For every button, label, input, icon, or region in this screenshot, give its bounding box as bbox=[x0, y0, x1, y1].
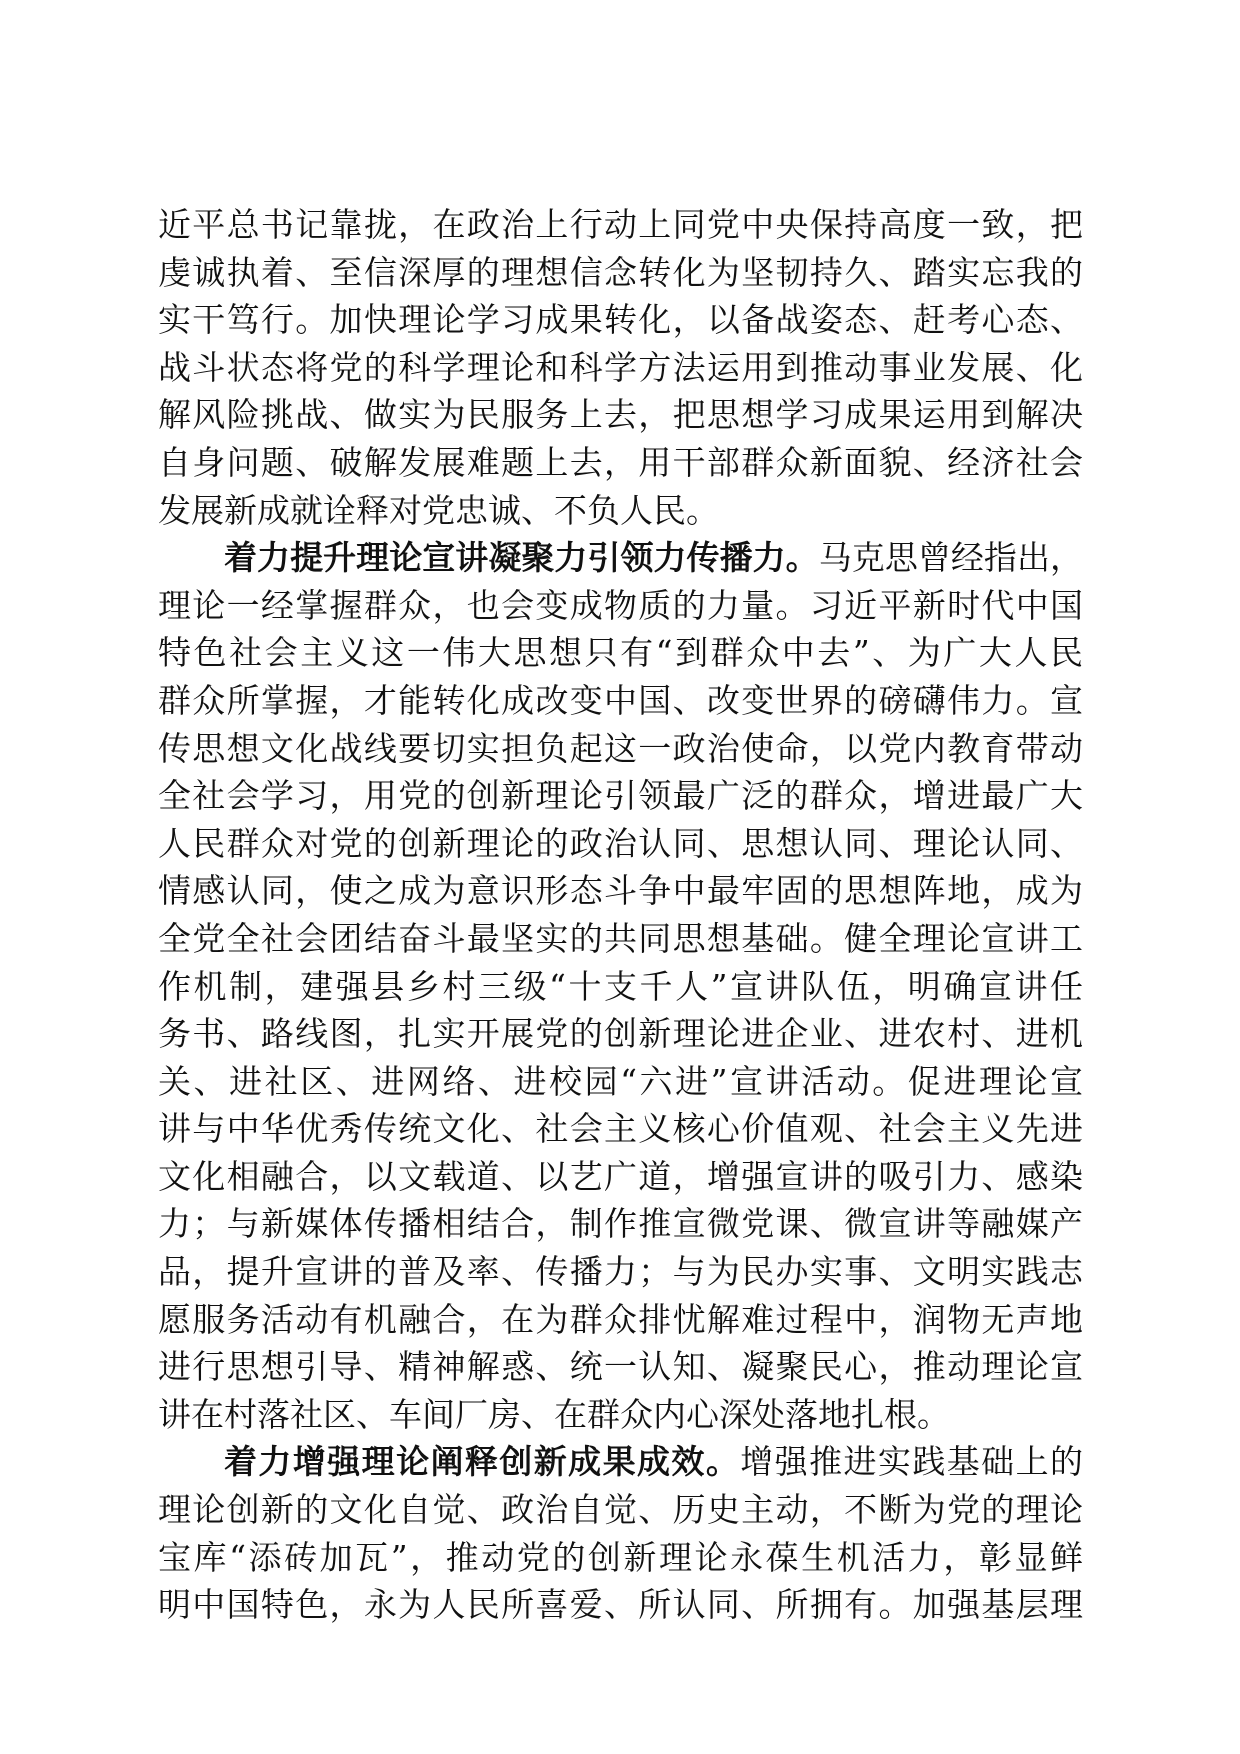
text-line: 自身问题、破解发展难题上去，用干部群众新面貌、经济社会 bbox=[158, 442, 1083, 482]
text-line: 进行思想引导、精神解惑、统一认知、凝聚民心，推动理论宣 bbox=[158, 1347, 1083, 1387]
text-line: 解风险挑战、做实为民服务上去，把思想学习成果运用到解决 bbox=[158, 395, 1083, 435]
text-line: 传思想文化战线要切实担负起这一政治使命，以党内教育带动 bbox=[158, 728, 1083, 768]
text-line: 战斗状态将党的科学理论和科学方法运用到推动事业发展、化 bbox=[158, 347, 1083, 387]
text-line: 理论一经掌握群众，也会变成物质的力量。习近平新时代中国 bbox=[158, 585, 1083, 625]
text-line: 务书、路线图，扎实开展党的创新理论进企业、进农村、进机 bbox=[158, 1014, 1083, 1054]
text-line bbox=[158, 534, 1083, 582]
paragraph-3 bbox=[158, 1438, 1083, 1628]
paragraph-heading: 着力提升理论宣讲凝聚力引领力传播力。 bbox=[224, 538, 819, 578]
text-line: 文化相融合，以文载道、以艺广道，增强宣讲的吸引力、感染 bbox=[158, 1156, 1083, 1196]
text-span: 马克思曾经指出， bbox=[818, 538, 1084, 578]
text-line: 力；与新媒体传播相结合，制作推宣微党课、微宣讲等融媒产 bbox=[158, 1204, 1083, 1244]
text-line: 品，提升宣讲的普及率、传播力；与为民办实事、文明实践志 bbox=[158, 1252, 1083, 1292]
text-line: 全党全社会团结奋斗最坚实的共同思想基础。健全理论宣讲工 bbox=[158, 918, 1083, 958]
text-line: 讲在村落社区、车间厂房、在群众内心深处落地扎根。 bbox=[158, 1394, 950, 1434]
text-line: 实干笃行。加快理论学习成果转化，以备战姿态、赶考心态、 bbox=[158, 300, 1083, 340]
text-line: 全社会学习，用党的创新理论引领最广泛的群众，增进最广大 bbox=[158, 776, 1083, 816]
text-line: 虔诚执着、至信深厚的理想信念转化为坚韧持久、踏实忘我的 bbox=[158, 252, 1083, 292]
text-line: 人民群众对党的创新理论的政治认同、思想认同、理论认同、 bbox=[158, 823, 1083, 863]
text-line: 近平总书记靠拢，在政治上行动上同党中央保持高度一致，把 bbox=[158, 205, 1083, 244]
text-line: 作机制，建强县乡村三级“十支千人”宣讲队伍，明确宣讲任 bbox=[158, 966, 1083, 1006]
document-page bbox=[158, 201, 1083, 1629]
text-line: 特色社会主义这一伟大思想只有“到群众中去”、为广大人民 bbox=[158, 633, 1083, 673]
paragraph-1 bbox=[158, 201, 1083, 534]
text-line: 关、进社区、进网络、进校园“六进”宣讲活动。促进理论宣 bbox=[158, 1061, 1083, 1101]
text-line: 群众所掌握，才能转化成改变中国、改变世界的磅礴伟力。宣 bbox=[158, 680, 1083, 720]
paragraph-heading: 着力增强理论阐释创新成果成效。 bbox=[224, 1442, 741, 1482]
text-line: 愿服务活动有机融合，在为群众排忧解难过程中，润物无声地 bbox=[158, 1299, 1083, 1339]
text-line: 理论创新的文化自觉、政治自觉、历史主动，不断为党的理论 bbox=[158, 1490, 1083, 1530]
text-line: 发展新成就诠释对党忠诚、不负人民。 bbox=[158, 490, 719, 530]
text-span: 增强推进实践基础上的 bbox=[740, 1442, 1084, 1482]
text-line: 讲与中华优秀传统文化、社会主义核心价值观、社会主义先进 bbox=[158, 1109, 1083, 1149]
text-line: 宝库“添砖加瓦”，推动党的创新理论永葆生机活力，彰显鲜 bbox=[158, 1537, 1083, 1577]
paragraph-2 bbox=[158, 534, 1083, 1438]
text-line: 情感认同，使之成为意识形态斗争中最牢固的思想阵地，成为 bbox=[158, 871, 1083, 911]
text-line bbox=[158, 1438, 1083, 1486]
text-line: 明中国特色，永为人民所喜爱、所认同、所拥有。加强基层理 bbox=[158, 1585, 1083, 1625]
